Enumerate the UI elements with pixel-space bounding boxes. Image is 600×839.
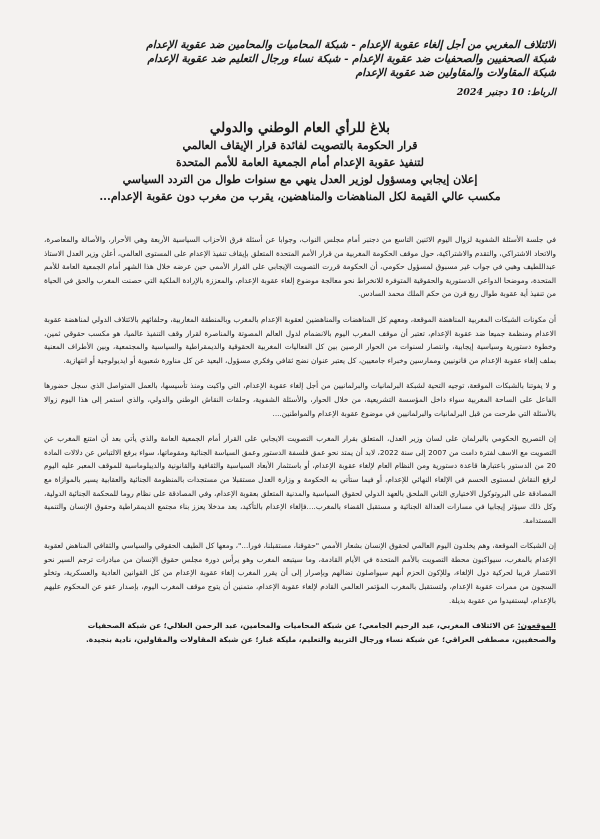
subtitle-3: إعلان إيجابي ومسؤول لوزير العدل ينهي مع سنوات طوال من التردد السياسي (122, 173, 478, 186)
subtitle-2: لتنفيذ عقوبة الإعدام أمام الجمعية العامة للأمم المتحدة (176, 156, 424, 169)
dateline: الرباط: 10 دجنبر 2024 (456, 87, 556, 98)
signatories-line-1 (44, 619, 556, 633)
signatories-label: الموقعون: (517, 621, 556, 631)
paragraph-1: في جلسة الأسئلة الشفوية لزوال اليوم الاثنين التاسع من دجنبر أمام مجلس النواب، وجوابا عن أسئلة فرق الأحزاب السياسية الأربعة وهي الأحرار، والأصالة والمعاصرة، والاتحاد الاشتراكي، والتقدم والاشتراكية، حول موقف الحكومة المغربية من قرار الأمم المتحدة المتعلق بإيقاف تنفيذ الإعدام على المستوى العالمي، أعلن وزير العدل الاستاذ عبداللطيف وهبي في جواب غير مسبوق لمسؤول حكومي، أن الحكومة قررت التصويت الإيجابي على القرار الأممي حين عرضه خلال هذا الشهر أمام الجمعية العامة للأمم المتحدة، وموضحا الدواعي الدستورية والحقوقية المتوفرة للانخراط نحو معالجة موضوع إلغاء عقوبة الإعدام، والمعززة بالإرادة الملكية التي حصنت المغرب والحق في الحياة من تنفيذ أية عقوبة طوال ربع قرن من حكم الملك محمد السادس. (44, 235, 556, 299)
signatories-line-2: والصحفيين، مصطفى العراقي؛ عن شبكة نساء ورجال التربية والتعليم، مليكة غبار؛ عن شبكة المقاولات والمقاولين، نادية بنجيدة. (85, 635, 556, 645)
subtitle-1: قرار الحكومة بالتصويت لفائدة قرار الإيقاف العالمي (182, 139, 418, 152)
header-line-2: شبكة الصحفيين والصحفيات ضد عقوبة الإعدام - شبكة نساء ورجال التعليم ضد عقوبة الإعدام (147, 53, 556, 65)
body-text (44, 233, 556, 607)
paragraph-4: إن التصريح الحكومي بالبرلمان على لسان وزير العدل، المتعلق بقرار المغرب التصويت الايجابي على القرار أمام الجمعية العامة والذي يأتي بعد أن امتنع المغرب عن التصويت مع الاسف لفترة دامت من 2007 إلى سنة 2022، لابد أن يمتد نحو عمق فلسفة الدستور وعمق السياسة الجنائية ومقوماتها، سواء برفع الالتباس عن دلالات المادة 20 من الدستور باعتبارها قاعدة دستورية ومن النظام العام لإلغاء عقوبة الإعدام، أو باستثمار الأبعاد السياسية والثقافية والقانونية والديبلوماسية للموقف المعبر عليه اليوم لرفع النقاش لمستوى الحسم في الإلغاء النهائي للإعدام، أو فيما ستأتي به الحكومة و وزارة العدل مستقبلا من مستجدات بالمنظومة الجنائية والعقابية يسير بالموازاة مع المصادقة على البروتوكول الاختياري الثاني الملحق بالعهد الدولي لحقوق السياسية والمدنية المتعلق بعقوبة الإعدام، وفي المصادقة على نظام روما للمحكمة الجنائية الدولية، وكل ذلك سيؤثر إيجابيا في مسارات العدالة الجنائية و مستقبل القضاء بالمغرب....فإلغاء الإعدام بالتأكيد، بعد مدخلا يعزز بناء مجتمع الديمقراطية وحقوق الإنسان والتنمية المستدامة. (44, 434, 557, 525)
titles-block (44, 119, 556, 205)
signatories (44, 619, 556, 647)
paragraph-3: و لا يفوتنا بالشبكات الموقعة، توجيه التحية لشبكة البرلمانيات والبرلمانيين من أجل إلغاء عقوبة الإعدام، التي واكبت ومنذ تأسيسها، بالعمل المتواصل الذي سجل حضورها الفاعل على الساحة المغربية سواء داخل المؤسسة التشريعية، من خلال الحوار، والأسئلة الشفوية، وحلقات النقاش الوطني والدولي، والذي استمر إلى هذا اليوم زوالا بالأسئلة التي طرحت من قبل البرلمانيات والبرلمانيين في موضوع عقوبة الإعدام والمواطنين.... (44, 381, 556, 418)
document-header (44, 38, 556, 99)
signatories-text-1: عن الائتلاف المغربي، عبد الرحيم الجامعي؛ عن شبكة المحاميات والمحامين، عبد الرحمن العلالي؛ عن شبكة الصحفيات (87, 621, 515, 631)
subtitle-4: مكسب عالي القيمة لكل المناهضات والمناهضين، يقرب من مغرب دون عقوبة الإعدام... (99, 190, 501, 203)
paragraph-2: أن مكونات الشبكات المغربية المناهضة الموقعة، ومعهم كل المناهضات والمناهضين لعقوبة الإعدام بالمغرب وبالمنطقة المغاربية، وحلفائهم بالائتلاف الدولي لمناهضة عقوبة الاعدام ومنظمة جميعا ضد عقوبة الإعدام، تعتبر أن موقف المغرب اليوم بالانضمام لدول العالم المصوتة والمناصرة لقرار وقف التنفيذ عالميا، هو مكسب حقوقي ثمين، وخطوة دستورية وسياسية إيجابية، وانتصار لسنوات من الحوار الرصين بين كل الفعاليات المغربية الحقوقية والديمقراطية والسياسية والمجتمعية، وبين الأطراف المعنية بملف إلغاء عقوبة الإعدام من قانونيين وممارسين وخبراء جامعيين، كل يعتبر عنوان نضج ثقافي وفكري مسؤول، البعيد عن كل مناورة شعبوية أو ايديولوجية أو انتهازية. (44, 314, 556, 365)
paragraph-5: إن الشبكات الموقعة، وهم يخلدون اليوم العالمي لحقوق الإنسان بشعار الأممي "حقوقنا، مستقبلنا، فورا..."، ومعها كل الطيف الحقوقي والسياسي والثقافي المناهض لعقوبة الإعدام بالمغرب، سيواكبون محطة التصويت بالأمم المتحدة في الأيام القادمة، وما سيتبعه المغرب وهو يرأس دورة مجلس حقوق الإنسان من مبادرات ترجم السير نحو الانتصار قريبا لحركية دول الإلغاء، وللإكون الحزم أنهم سيواصلون نضالهم وبإصرار إلى أن يقرر المغرب إلغاء عقوبة الإعدام من كل القوانين العادية والعسكرية، وتخلو السجون من ممرات عقوبة الإعدام، ولتستقبل بالمغرب المؤتمر العالمي القادم لإلغاء عقوبة الإعدام، متمنين أن يتوج موقف المغرب اليوم، بإصدار عفو عن المحكوم عليهم بالإعدام، ليستفيدوا من عقوبة بديلة. (44, 541, 556, 605)
header-line-1: الائتلاف المغربي من أجل إلغاء عقوبة الإعدام - شبكة المحاميات والمحامين ضد عقوبة الإعدام (146, 39, 556, 51)
main-title: بلاغ للرأي العام الوطني والدولي (209, 120, 391, 136)
header-line-3: شبكة المقاولات والمقاولين ضد عقوبة الإعدام (355, 67, 556, 79)
